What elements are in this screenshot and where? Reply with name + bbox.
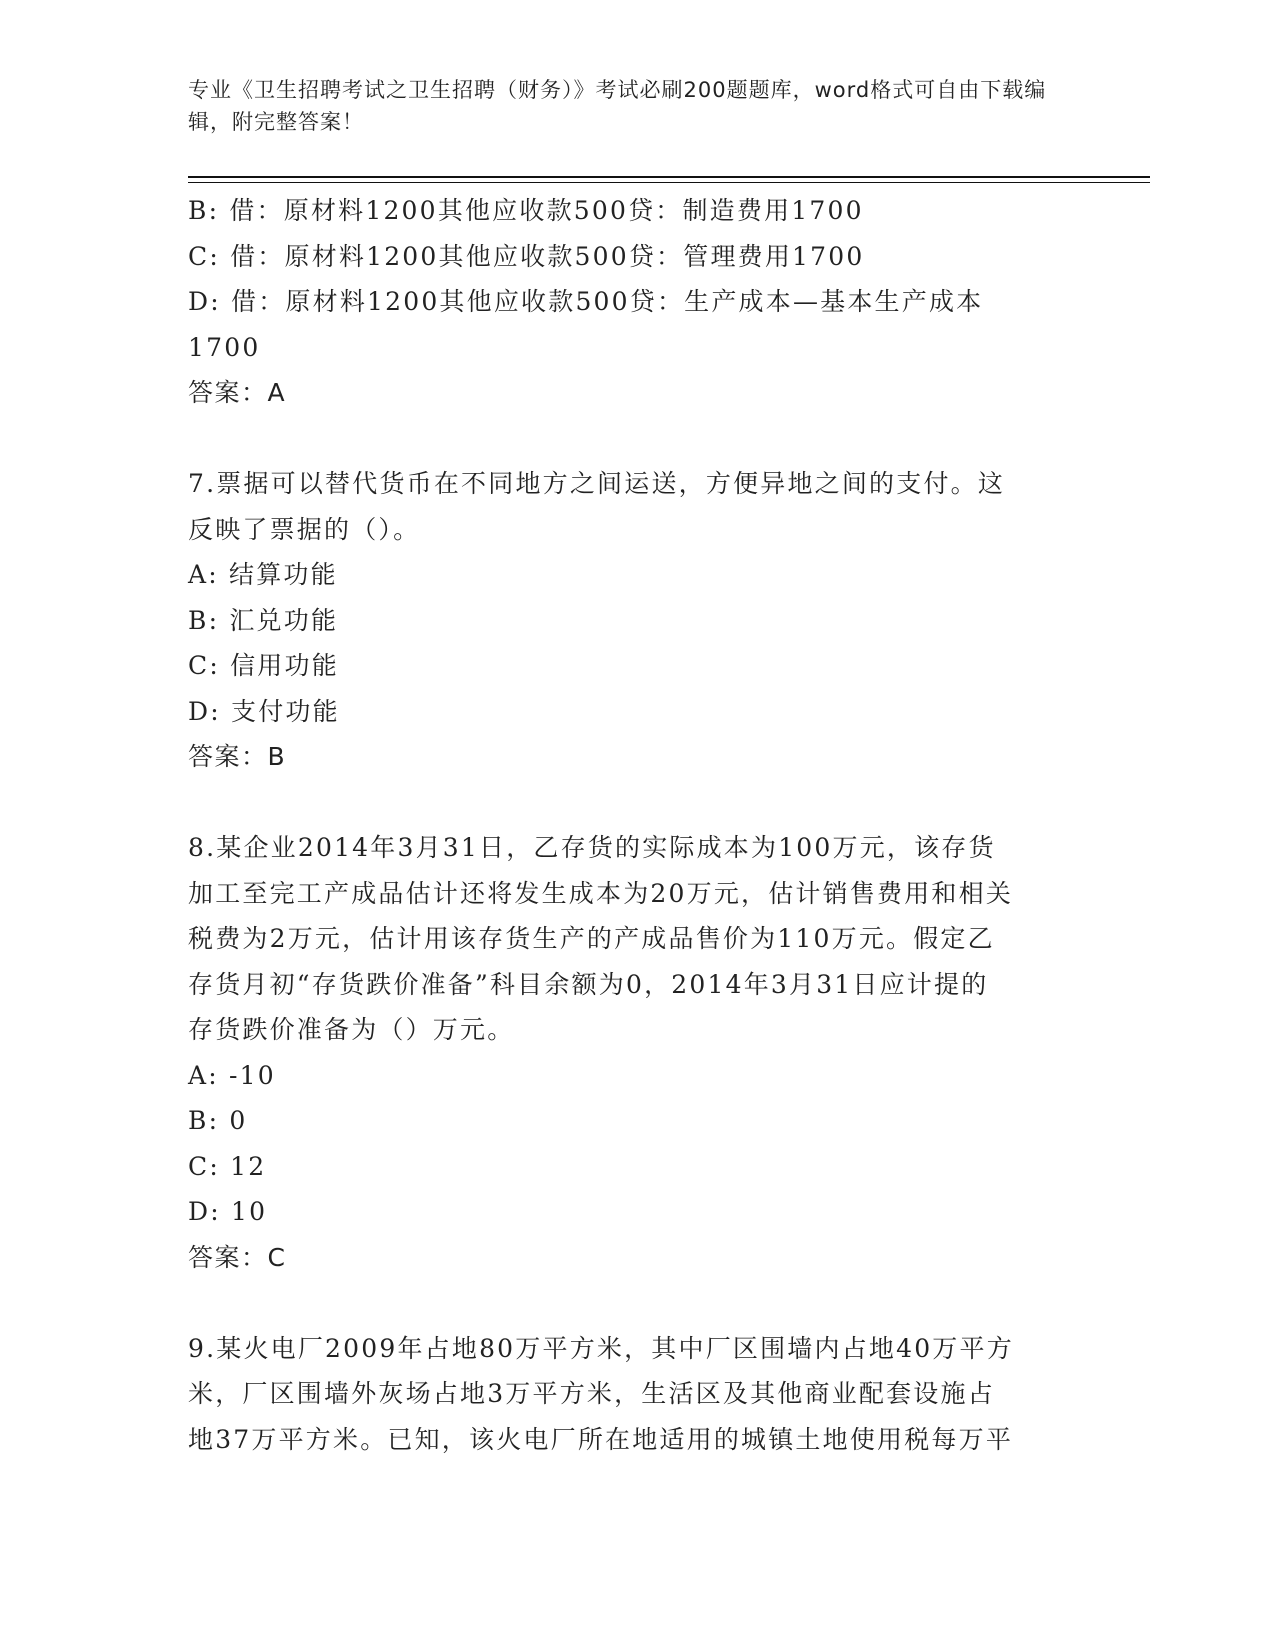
question-9 bbox=[188, 1326, 1068, 1463]
answer: 答案：B bbox=[188, 742, 287, 771]
answer: 答案：C bbox=[188, 1242, 287, 1272]
option-c: C: 借：原材料1200其他应收款500贷：管理费用1700 bbox=[188, 241, 865, 271]
option-a: A: -10 bbox=[188, 1060, 276, 1090]
question-8 bbox=[188, 825, 1068, 1280]
option-b: B: 汇兑功能 bbox=[188, 605, 339, 635]
question-stem-line: 7.票据可以替代货币在不同地方之间运送，方便异地之间的支付。这 bbox=[188, 469, 1006, 498]
option-c: C: 信用功能 bbox=[188, 651, 339, 680]
question-6 bbox=[188, 188, 1068, 416]
header-rule-thin bbox=[188, 182, 1150, 183]
header-rule-thick bbox=[188, 176, 1150, 178]
option-d: D: 10 bbox=[188, 1197, 268, 1226]
spacer bbox=[188, 416, 1068, 462]
option-d: D: 支付功能 bbox=[188, 696, 340, 726]
option-a: A: 结算功能 bbox=[188, 560, 338, 589]
option-b: B: 借：原材料1200其他应收款500贷：制造费用1700 bbox=[188, 196, 864, 225]
question-stem-line: 存货月初“存货跌价准备”科目余额为0，2014年3月31日应计提的 bbox=[188, 969, 989, 999]
question-stem-line: 米，厂区围墙外灰场占地3万平方米，生活区及其他商业配套设施占 bbox=[188, 1379, 995, 1408]
question-stem-line: 8.某企业2014年3月31日，乙存货的实际成本为100万元，该存货 bbox=[188, 833, 996, 862]
document-header: 专业《卫生招聘考试之卫生招聘（财务）》考试必刷200题题库，word格式可自由下载编辑，附完整答案！ bbox=[188, 78, 1047, 134]
question-7 bbox=[188, 461, 1068, 780]
spacer bbox=[188, 1280, 1068, 1326]
question-stem-line: 9.某火电厂2009年占地80万平方米，其中厂区围墙内占地40万平方 bbox=[188, 1333, 1014, 1363]
question-stem-line: 地37万平方米。已知，该火电厂所在地适用的城镇土地使用税每万平 bbox=[188, 1424, 1014, 1454]
question-stem-line: 税费为2万元，估计用该存货生产的产成品售价为110万元。假定乙 bbox=[188, 924, 995, 953]
spacer bbox=[188, 780, 1068, 826]
question-stem-line: 存货跌价准备为（）万元。 bbox=[188, 1015, 515, 1044]
question-stem-line: 反映了票据的（）。 bbox=[188, 514, 421, 544]
question-content bbox=[188, 188, 1068, 1462]
option-d: D: 借：原材料1200其他应收款500贷：生产成本—基本生产成本 bbox=[188, 287, 984, 316]
option-d-continued: 1700 bbox=[188, 332, 261, 362]
option-b: B: 0 bbox=[188, 1106, 248, 1135]
answer: 答案：A bbox=[188, 378, 287, 407]
question-stem-line: 加工至完工产成品估计还将发生成本为20万元，估计销售费用和相关 bbox=[188, 878, 1014, 908]
option-c: C: 12 bbox=[188, 1151, 267, 1181]
